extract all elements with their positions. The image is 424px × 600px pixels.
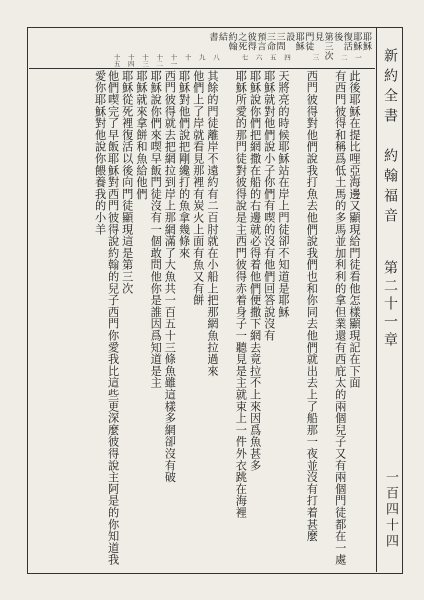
verse-text: 西門彼得對他們說我打魚去他們說我們也和你同去他們就出去上了船那一夜並沒有打着甚麼 bbox=[305, 70, 319, 542]
verse-number: 十一 bbox=[169, 54, 178, 67]
marginal-note: 結 bbox=[217, 32, 227, 42]
verse-number: 五 bbox=[268, 54, 277, 61]
marginal-note: 三命 bbox=[265, 32, 275, 51]
verse-number: 七 bbox=[240, 54, 249, 61]
marginal-note: 耶穌 bbox=[293, 32, 304, 51]
verse-text: 有西門彼得和稱爲低土馬的多馬並加利利的拿但業還有西庇太的兩個兒子又有兩個門徒都在一處 bbox=[333, 70, 347, 566]
book-title: 新約全書 約翰福音 bbox=[382, 48, 398, 228]
verse-number: 四 bbox=[283, 54, 291, 61]
verse-text: 耶穌就對他們說小子你們有喫的沒有他們回答說沒有 bbox=[262, 70, 276, 342]
marginal-note: 第三次 bbox=[322, 32, 333, 61]
verse-text: 天將亮的時候耶穌站在岸上門徒卻不知道是耶穌 bbox=[276, 70, 290, 318]
marginal-notes bbox=[29, 30, 375, 69]
verse-number: 六 bbox=[254, 54, 263, 61]
verse-text: 耶穌從死裡復活以後向門徒顯現這是第三次 bbox=[120, 70, 134, 295]
verse-text: 西門彼得就去把網拉到岸上那網滿了大魚共一百五十三條魚雖這樣多網卻沒有破 bbox=[163, 70, 177, 483]
verse-number: 一 bbox=[354, 54, 362, 61]
marginal-note: 書 bbox=[207, 32, 218, 42]
marginal-note: 後 bbox=[332, 32, 343, 42]
verse-number: 十三 bbox=[141, 54, 149, 67]
marginal-note: 耶穌 bbox=[351, 32, 362, 51]
marginal-note: 門徒 bbox=[303, 32, 314, 51]
verse-number: 三 bbox=[311, 54, 320, 61]
verse-text: 耶穌所愛的那門徒對彼得說是主西門彼得赤着身子一聽見是主就束上一件外衣跳在海裡 bbox=[234, 70, 248, 519]
verse-number: 二 bbox=[339, 54, 348, 61]
marginal-note: 之死 bbox=[236, 32, 247, 51]
marginal-note: 設 bbox=[284, 32, 295, 42]
verse-text: 耶穌說你們來喫早飯門徒沒有一個敢問他你是誰因爲知道是主 bbox=[149, 70, 163, 389]
marginal-note: 預言 bbox=[255, 32, 266, 51]
chapter-title: 第二十一章 bbox=[382, 260, 398, 350]
verse-text: 耶穌就來拿餅和魚給他們 bbox=[134, 70, 148, 200]
verse-text: 耶穌說你們把網撒在船的右邊就必得着他們便撒下網去竟拉不上來因爲魚甚多 bbox=[248, 70, 262, 472]
verse-number: 十二 bbox=[155, 54, 164, 67]
verse-number: 十四 bbox=[126, 54, 135, 67]
verse-number: 十五 bbox=[112, 54, 121, 67]
marginal-note: 約翰 bbox=[226, 32, 237, 51]
verse-text: 他們喫完了早飯耶穌對西門彼得說約翰的兒子西門你愛我比這些更深麼彼得說主阿是的你知道我愛你耶穌對他說你餵養我的小羊 bbox=[93, 70, 120, 566]
verse-number: 九 bbox=[197, 54, 206, 61]
verse-text: 此後耶穌在提比哩亞海邊又顯現給門徒看他怎樣顯現記在下面 bbox=[347, 70, 361, 389]
marginal-note: 彼得 bbox=[245, 32, 256, 51]
page-number: 一百四十四 bbox=[383, 470, 398, 550]
verse-text: 耶穌對他們說把剛纔打的魚拿幾條來 bbox=[177, 70, 191, 259]
verse-number: 八 bbox=[212, 54, 220, 61]
verse-number: 十 bbox=[183, 54, 192, 61]
verse-text: 他們上了岸就看見那裡有炭火上面有魚又有餅 bbox=[191, 70, 205, 306]
marginal-note: 見 bbox=[313, 32, 323, 42]
verse-text: 其餘的門徒離岸不遠約有二百肘就在小船上把那網魚拉過來 bbox=[205, 70, 219, 377]
marginal-note: 耶穌 bbox=[361, 32, 371, 51]
marginal-note: 三問 bbox=[274, 32, 285, 51]
marginal-note: 復活 bbox=[341, 32, 352, 51]
verse-body bbox=[29, 54, 375, 570]
